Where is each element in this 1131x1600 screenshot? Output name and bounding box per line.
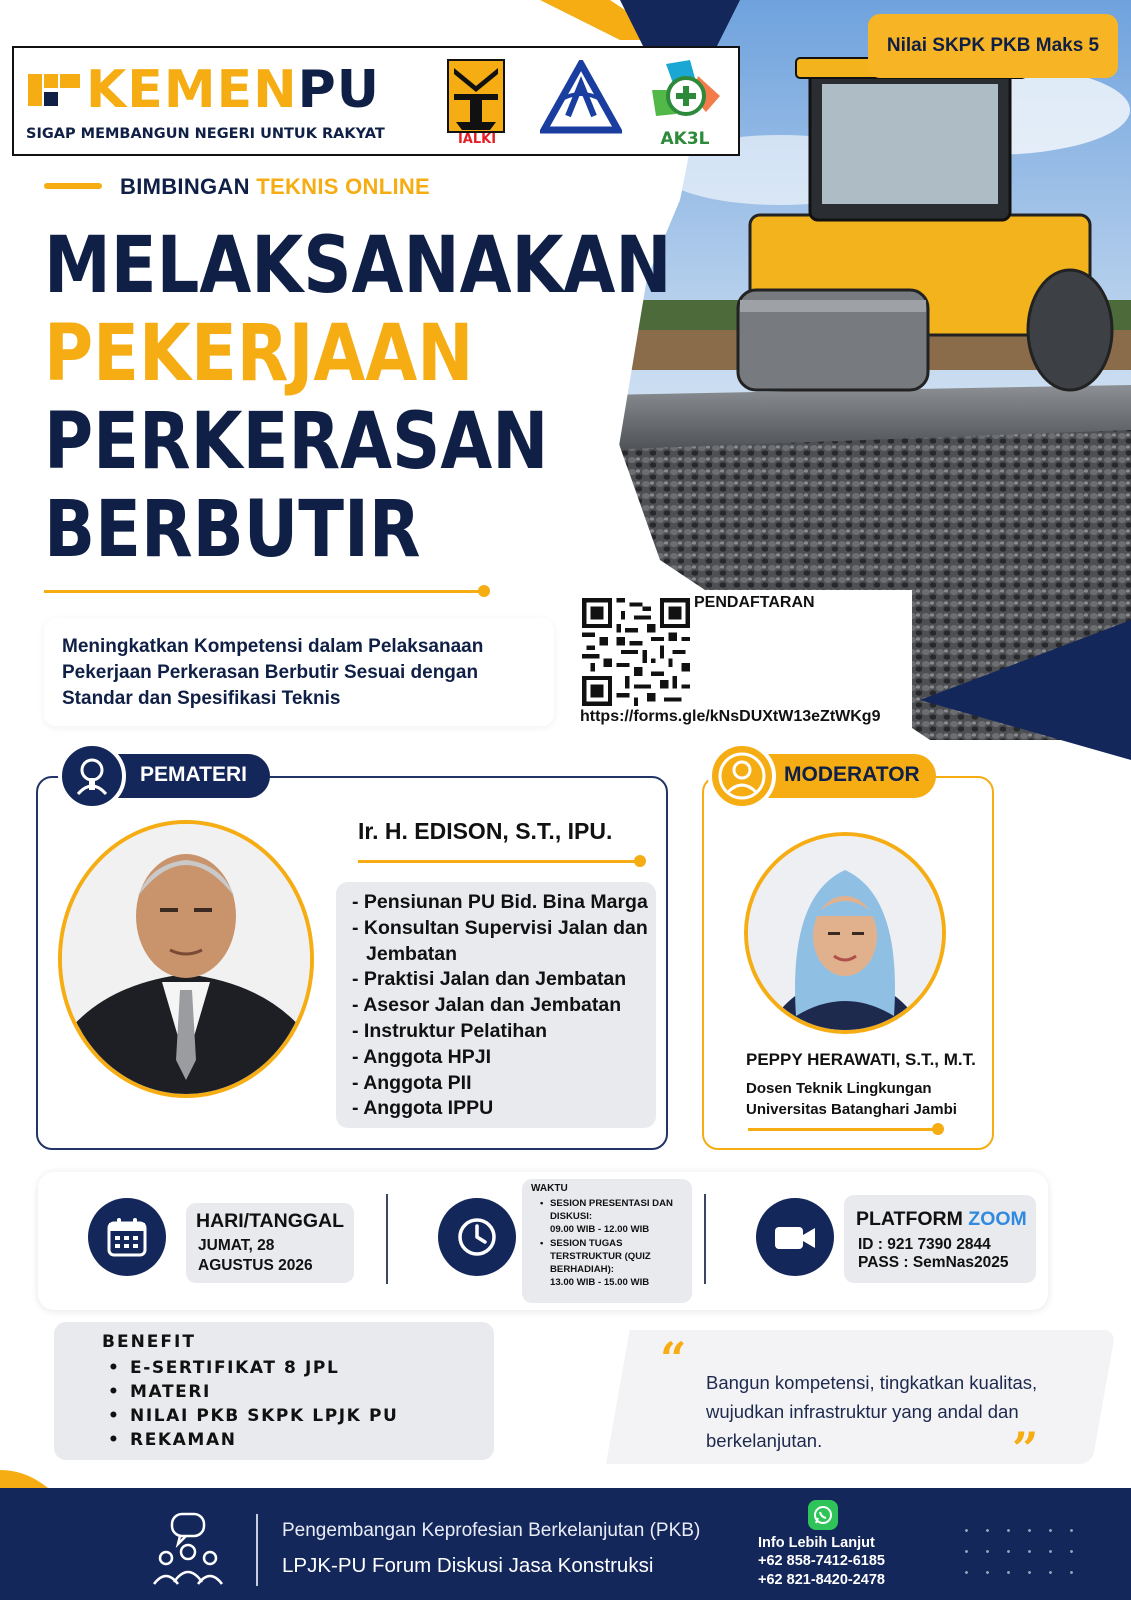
event-type-part1: BIMBINGAN	[120, 174, 250, 199]
title-divider-dot	[478, 585, 490, 597]
registration-label: PENDAFTARAN	[694, 594, 815, 611]
speaker-role: - Konsultan Supervisi Jalan dan	[352, 916, 648, 939]
speaker-role: Jembatan	[366, 942, 458, 965]
time-heading: WAKTU	[531, 1183, 568, 1194]
moderator-description	[746, 1078, 986, 1120]
person-mic-icon	[58, 742, 126, 810]
quote-text: Bangun kompetensi, tingkatkan kualitas, wujudkan infrastruktur yang andal dan berkelanjutan.	[706, 1372, 1038, 1451]
moderator-section-label: MODERATOR	[784, 763, 920, 786]
speaker-role: - Anggota PII	[352, 1071, 472, 1094]
title-line-2: PEKERJAAN	[44, 309, 474, 399]
contact-phone[interactable]: +62 821-8420-2478	[758, 1572, 885, 1588]
qr-code[interactable]	[582, 598, 690, 706]
footer-line-1: Pengembangan Keprofesian Berkelanjutan (PKB)	[282, 1520, 701, 1541]
meeting-passcode: PASS : SemNas2025	[858, 1254, 1009, 1271]
benefit-item: • E-SERTIFIKAT 8 JPL	[108, 1356, 398, 1380]
speaker-role: - Anggota IPPU	[352, 1097, 494, 1120]
partner-triangle-logo	[540, 60, 622, 134]
benefit-heading: BENEFIT	[102, 1332, 196, 1352]
speaker-name-divider-dot	[634, 855, 646, 867]
session-label: • SESION TUGAS	[540, 1237, 690, 1250]
title-line-1: MELAKSANAKAN	[44, 221, 672, 311]
ak3l-logo	[646, 56, 724, 150]
speaker-name-divider	[358, 860, 638, 863]
speaker-role: - Praktisi Jalan dan Jembatan	[352, 968, 627, 991]
ialki-logo-label: IALKI	[457, 132, 497, 147]
intro-text: Meningkatkan Kompetensi dalam Pelaksanaan Pekerjaan Perkerasan Berbutir Sesuai dengan Standar dan Spesifikasi Teknis	[44, 618, 554, 726]
speaker-role: - Instruktur Pelatihan	[352, 1019, 548, 1042]
title-line-4: BERBUTIR	[44, 485, 421, 575]
footer-line-2: LPJK-PU Forum Diskusi Jasa Konstruksi	[282, 1554, 654, 1577]
clock-icon	[438, 1198, 516, 1276]
video-camera-icon	[756, 1198, 834, 1276]
meeting-id: ID : 921 7390 2844	[858, 1236, 991, 1253]
skpk-badge: Nilai SKPK PKB Maks 5	[868, 14, 1118, 78]
session-list	[540, 1197, 690, 1289]
benefit-list	[108, 1356, 398, 1452]
speaker-roles	[336, 882, 656, 1128]
platform-heading	[856, 1208, 1027, 1231]
moderator-divider-dot	[932, 1123, 944, 1135]
platform-name: ZOOM	[968, 1208, 1027, 1230]
session-label: DISKUSI:	[550, 1211, 593, 1223]
kemenpu-tagline: SIGAP MEMBANGUN NEGERI UNTUK RAKYAT	[26, 126, 385, 142]
dot-pattern	[956, 1520, 1086, 1590]
benefit-item: • REKAMAN	[108, 1428, 398, 1452]
session-time: 13.00 WIB - 15.00 WIB	[550, 1277, 650, 1289]
speaker-name: Ir. H. EDISON, S.T., IPU.	[358, 818, 613, 844]
title-divider	[44, 590, 484, 593]
subtitle-accent-line	[44, 183, 102, 189]
event-type	[120, 174, 430, 200]
session-time: 09.00 WIB - 12.00 WIB	[550, 1224, 650, 1236]
schedule-divider	[386, 1194, 388, 1284]
speaker-role: - Pensiunan PU Bid. Bina Marga	[352, 891, 648, 913]
speaker-role: - Asesor Jalan dan Jembatan	[352, 994, 622, 1017]
person-icon	[708, 742, 776, 810]
date-value-line: AGUSTUS 2026	[198, 1257, 313, 1274]
date-heading: HARI/TANGGAL	[196, 1210, 345, 1232]
moderator-divider	[748, 1128, 938, 1131]
schedule-divider	[704, 1194, 706, 1284]
contact-phone[interactable]: +62 858-7412-6185	[758, 1553, 885, 1569]
moderator-photo	[744, 832, 946, 1034]
platform-heading-label: PLATFORM	[856, 1208, 963, 1230]
benefit-item: • MATERI	[108, 1380, 398, 1404]
logo-header	[12, 46, 740, 156]
speaker-role: - Anggota HPJI	[352, 1045, 492, 1068]
registration-link[interactable]: https://forms.gle/kNsDUXtW13eZtWKg9	[580, 708, 881, 725]
session-label: TERSTRUKTUR (QUIZ	[550, 1250, 651, 1262]
open-quote-icon: “	[660, 1332, 687, 1386]
registration-panel	[570, 590, 912, 730]
moderator-description-line: Universitas Batanghari Jambi	[746, 1101, 957, 1118]
footer-divider	[256, 1514, 258, 1586]
moderator-name: PEPPY HERAWATI, S.T., M.T.	[746, 1050, 976, 1069]
kemenpu-wordmark: KEMENPU	[86, 60, 380, 120]
whatsapp-icon[interactable]	[808, 1500, 838, 1530]
close-quote-icon: ”	[1012, 1422, 1039, 1476]
date-value	[198, 1236, 348, 1276]
speaker-section-label: PEMATERI	[140, 763, 247, 786]
calendar-icon	[88, 1198, 166, 1276]
session-label: BERHADIAH):	[550, 1264, 614, 1276]
people-chat-icon	[150, 1512, 226, 1588]
contact-heading: Info Lebih Lanjut	[758, 1535, 875, 1551]
ak3l-label: AK3L	[660, 129, 710, 149]
title-line-3: PERKERASAN	[44, 397, 549, 487]
event-type-part2: TEKNIS ONLINE	[256, 174, 431, 199]
benefit-item: • NILAI PKB SKPK LPJK PU	[108, 1404, 398, 1428]
moderator-description-line: Dosen Teknik Lingkungan	[746, 1080, 932, 1097]
session-label: • SESION PRESENTASI DAN	[540, 1197, 690, 1210]
date-value-line: JUMAT, 28	[198, 1237, 275, 1254]
speaker-photo	[58, 820, 314, 1098]
kemenpu-mark-icon	[26, 70, 82, 110]
